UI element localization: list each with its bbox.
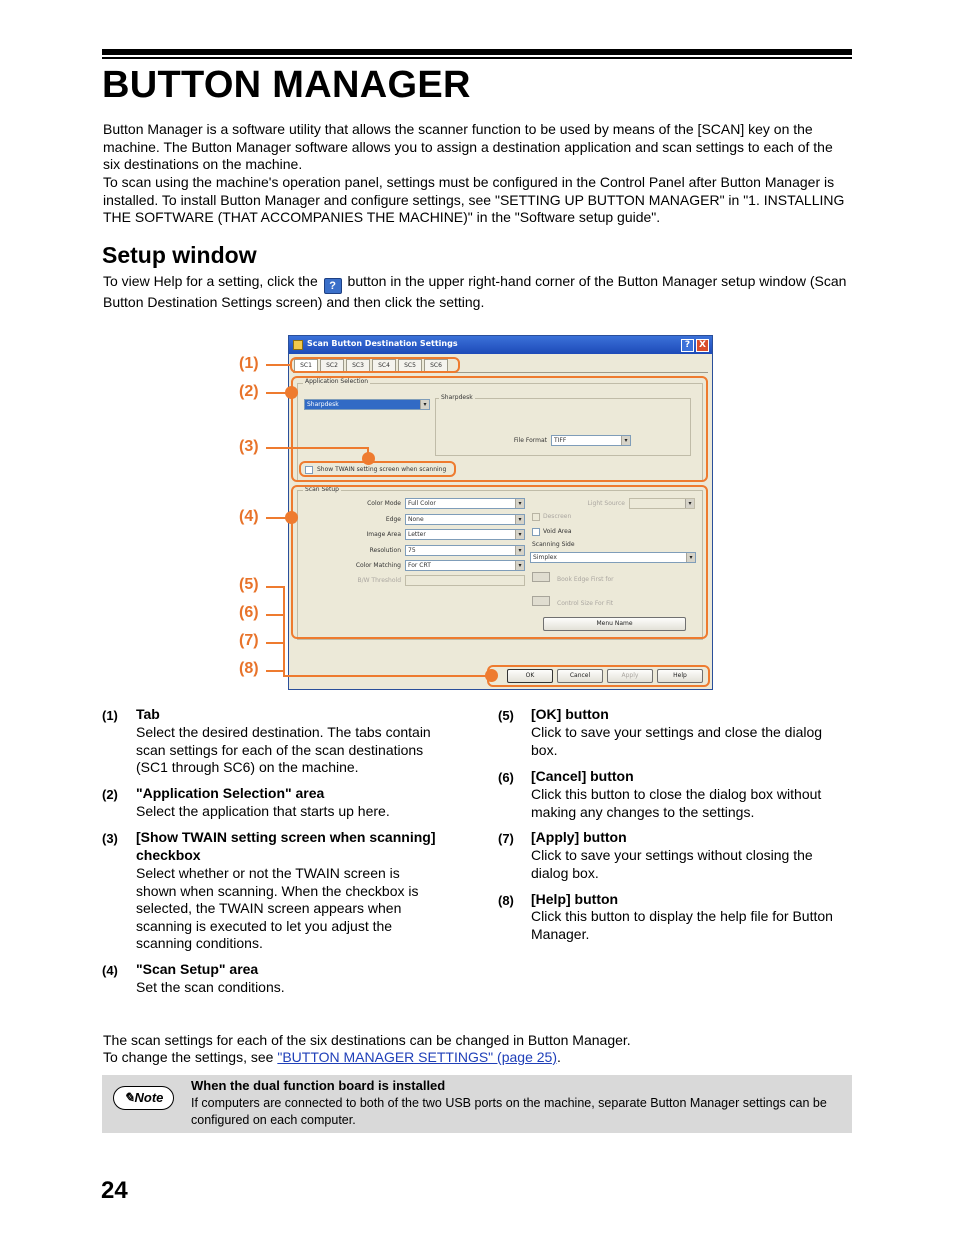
callout-line-4 [266, 517, 286, 519]
void-area-label: Void Area [543, 528, 572, 535]
callout-highlight-scan-setup [291, 485, 708, 639]
desc-7-heading: [Apply] button [531, 829, 627, 845]
callout-line-6 [266, 614, 284, 616]
callout-dot-3 [362, 452, 375, 465]
intro-paragraph-2: To scan using the machine's operation panel, settings must be configured in the Control Panel after Button Manager is installed. To install Button Manager and configure settings, see "SETTING UP BUTTON MANAGER" in "1. INSTALLING THE SOFTWARE (THAT ACCOMPANIES THE MACHINE)" in the "Software setup guide". [103, 174, 845, 226]
desc-5-body: Click to save your settings and close the dialog box. [531, 724, 823, 758]
desc-8-number: (8) [498, 893, 514, 908]
resolution-label: Resolution [369, 547, 401, 554]
note-badge-label: Note [134, 1090, 164, 1105]
help-instruction [103, 273, 853, 312]
question-mark-icon: ? [324, 278, 342, 294]
desc-1-heading: Tab [136, 706, 160, 722]
desc-5-number: (5) [498, 708, 514, 723]
footer-line-2-before: To change the settings, see [103, 1049, 278, 1065]
edge-label: Edge [385, 516, 401, 523]
file-format-label: File Format [513, 437, 547, 444]
desc-8-body: Click this button to display the help file for Button Manager. [531, 908, 833, 942]
callout-label-4: (4) [239, 508, 259, 525]
desc-6-heading: [Cancel] button [531, 768, 634, 784]
dialog-help-button[interactable]: ? [681, 339, 694, 352]
desc-2-body: Select the application that starts up here. [136, 803, 390, 819]
callout-bracket-horizontal [283, 675, 491, 677]
color-matching-label: Color Matching [355, 562, 401, 569]
desc-3-number: (3) [102, 831, 118, 846]
application-select-value: Sharpdesk [307, 401, 339, 408]
callout-line-8 [266, 670, 284, 672]
chevron-down-icon: ▾ [685, 499, 694, 508]
callout-label-6: (6) [239, 604, 259, 621]
tab-sc1[interactable]: SC1 [294, 359, 318, 372]
pencil-icon: ✎ [123, 1090, 135, 1105]
note-badge [113, 1086, 174, 1110]
button-manager-settings-link[interactable]: "BUTTON MANAGER SETTINGS" (page 25) [277, 1049, 557, 1065]
desc-4-number: (4) [102, 963, 118, 978]
desc-8-heading: [Help] button [531, 891, 619, 907]
color-matching-value: For CRT [408, 562, 431, 569]
help-instruction-after: button in the upper right-hand corner of the Button Manager setup window (Scan Button Destination Settings screen) and then click the setting. [103, 273, 847, 310]
dialog-title: Scan Button Destination Settings [307, 339, 458, 348]
chevron-down-icon: ▾ [515, 546, 524, 555]
control-size-label: Control Size For Fit [557, 600, 614, 607]
callout-line-3 [266, 447, 368, 449]
scan-setup-label: Scan Setup [305, 486, 339, 493]
desc-3-heading: [Show TWAIN setting screen when scanning] checkbox [136, 829, 436, 863]
chevron-down-icon: ▾ [621, 436, 630, 445]
callout-label-1: (1) [239, 355, 259, 372]
header-rule-thin [102, 57, 852, 59]
chevron-down-icon: ▾ [420, 400, 429, 409]
twain-checkbox-label: Show TWAIN setting screen when scanning [317, 466, 447, 473]
desc-6-body: Click this button to close the dialog box without making any changes to the settings. [531, 786, 822, 820]
chevron-down-icon: ▾ [686, 553, 695, 562]
menu-name-button[interactable]: Menu Name [543, 617, 686, 631]
chevron-down-icon: ▾ [515, 530, 524, 539]
chevron-down-icon: ▾ [515, 515, 524, 524]
edge-value: None [408, 516, 424, 523]
page-number: 24 [101, 1177, 128, 1204]
tab-sc4[interactable]: SC4 [372, 359, 396, 372]
file-format-value: TIFF [554, 437, 567, 444]
image-area-label: Image Area [366, 531, 401, 538]
book-edge-label: Book Edge First for [557, 576, 614, 583]
color-mode-label: Color Mode [367, 500, 401, 507]
callout-line-2 [266, 392, 286, 394]
callout-label-5: (5) [239, 576, 259, 593]
callout-bracket-vertical [283, 586, 285, 676]
desc-4-heading: "Scan Setup" area [136, 961, 259, 977]
callout-line-7 [266, 642, 284, 644]
callout-line-5 [266, 586, 284, 588]
callout-label-2: (2) [239, 383, 259, 400]
help-button[interactable]: Help [657, 669, 703, 683]
callout-dot-4 [285, 511, 298, 524]
resolution-value: 75 [408, 547, 416, 554]
light-source-label: Light Source [587, 500, 625, 507]
desc-2-number: (2) [102, 787, 118, 802]
scanning-side-value: Simplex [533, 554, 557, 561]
footer-line-2-after: . [556, 1049, 561, 1065]
desc-5-heading: [OK] button [531, 706, 609, 722]
desc-2-heading: "Application Selection" area [136, 785, 325, 801]
section-title: Setup window [102, 242, 257, 268]
tab-sc6[interactable]: SC6 [424, 359, 448, 372]
desc-1-body: Select the desired destination. The tabs contain scan settings for each of the scan destinations (SC1 through SC6) on the machine. [136, 724, 431, 776]
apply-button[interactable]: Apply [607, 669, 653, 683]
ok-button[interactable]: OK [507, 669, 553, 683]
desc-3-body: Select whether or not the TWAIN screen is shown when scanning. When the checkbox is selected, the TWAIN screen appears when scanning is executed to let you adjust the scanning conditions. [136, 865, 419, 952]
callout-label-3: (3) [239, 438, 259, 455]
desc-7-number: (7) [498, 831, 514, 846]
bw-threshold-label: B/W Threshold [357, 577, 401, 584]
desc-7-body: Click to save your settings without closing the dialog box. [531, 847, 813, 881]
color-mode-value: Full Color [408, 500, 436, 507]
descreen-label: Descreen [543, 513, 572, 520]
app-icon [293, 340, 303, 350]
tab-sc3[interactable]: SC3 [346, 359, 370, 372]
footer-line-1: The scan settings for each of the six destinations can be changed in Button Manager. [103, 1032, 631, 1048]
application-selection-label: Application Selection [305, 378, 369, 385]
note-heading: When the dual function board is installed [191, 1078, 446, 1093]
callout-dot-2 [285, 386, 298, 399]
page-title: BUTTON MANAGER [102, 64, 471, 106]
cancel-button[interactable]: Cancel [557, 669, 603, 683]
desc-6-number: (6) [498, 770, 514, 785]
callout-label-8: (8) [239, 660, 259, 677]
image-area-value: Letter [408, 531, 426, 538]
header-rule-thick [102, 49, 852, 55]
intro-paragraph-1: Button Manager is a software utility that allows the scanner function to be used by means of the [SCAN] key on the machine. The Button Manager software allows you to assign a destination application and scan settings to each of the six destinations on the machine. [103, 121, 833, 173]
footer-line-2 [103, 1049, 853, 1067]
dialog-close-button[interactable]: X [696, 339, 709, 352]
tab-sc2[interactable]: SC2 [320, 359, 344, 372]
callout-highlight-twain-checkbox [299, 461, 456, 477]
callout-highlight-buttons [487, 665, 710, 687]
chevron-down-icon: ▾ [515, 561, 524, 570]
help-instruction-before: To view Help for a setting, click the [103, 273, 318, 289]
scanning-side-label: Scanning Side [532, 541, 575, 548]
desc-4-body: Set the scan conditions. [136, 979, 285, 995]
callout-label-7: (7) [239, 632, 259, 649]
callout-highlight-tabs [290, 357, 460, 373]
sharpdesk-group-label: Sharpdesk [441, 394, 473, 401]
tab-sc5[interactable]: SC5 [398, 359, 422, 372]
callout-line-1 [266, 364, 290, 366]
note-body: If computers are connected to both of the two USB ports on the machine, separate Button Manager settings can be configured on each computer. [191, 1096, 827, 1127]
desc-1-number: (1) [102, 708, 118, 723]
callout-dot-8 [485, 669, 498, 682]
chevron-down-icon: ▾ [515, 499, 524, 508]
